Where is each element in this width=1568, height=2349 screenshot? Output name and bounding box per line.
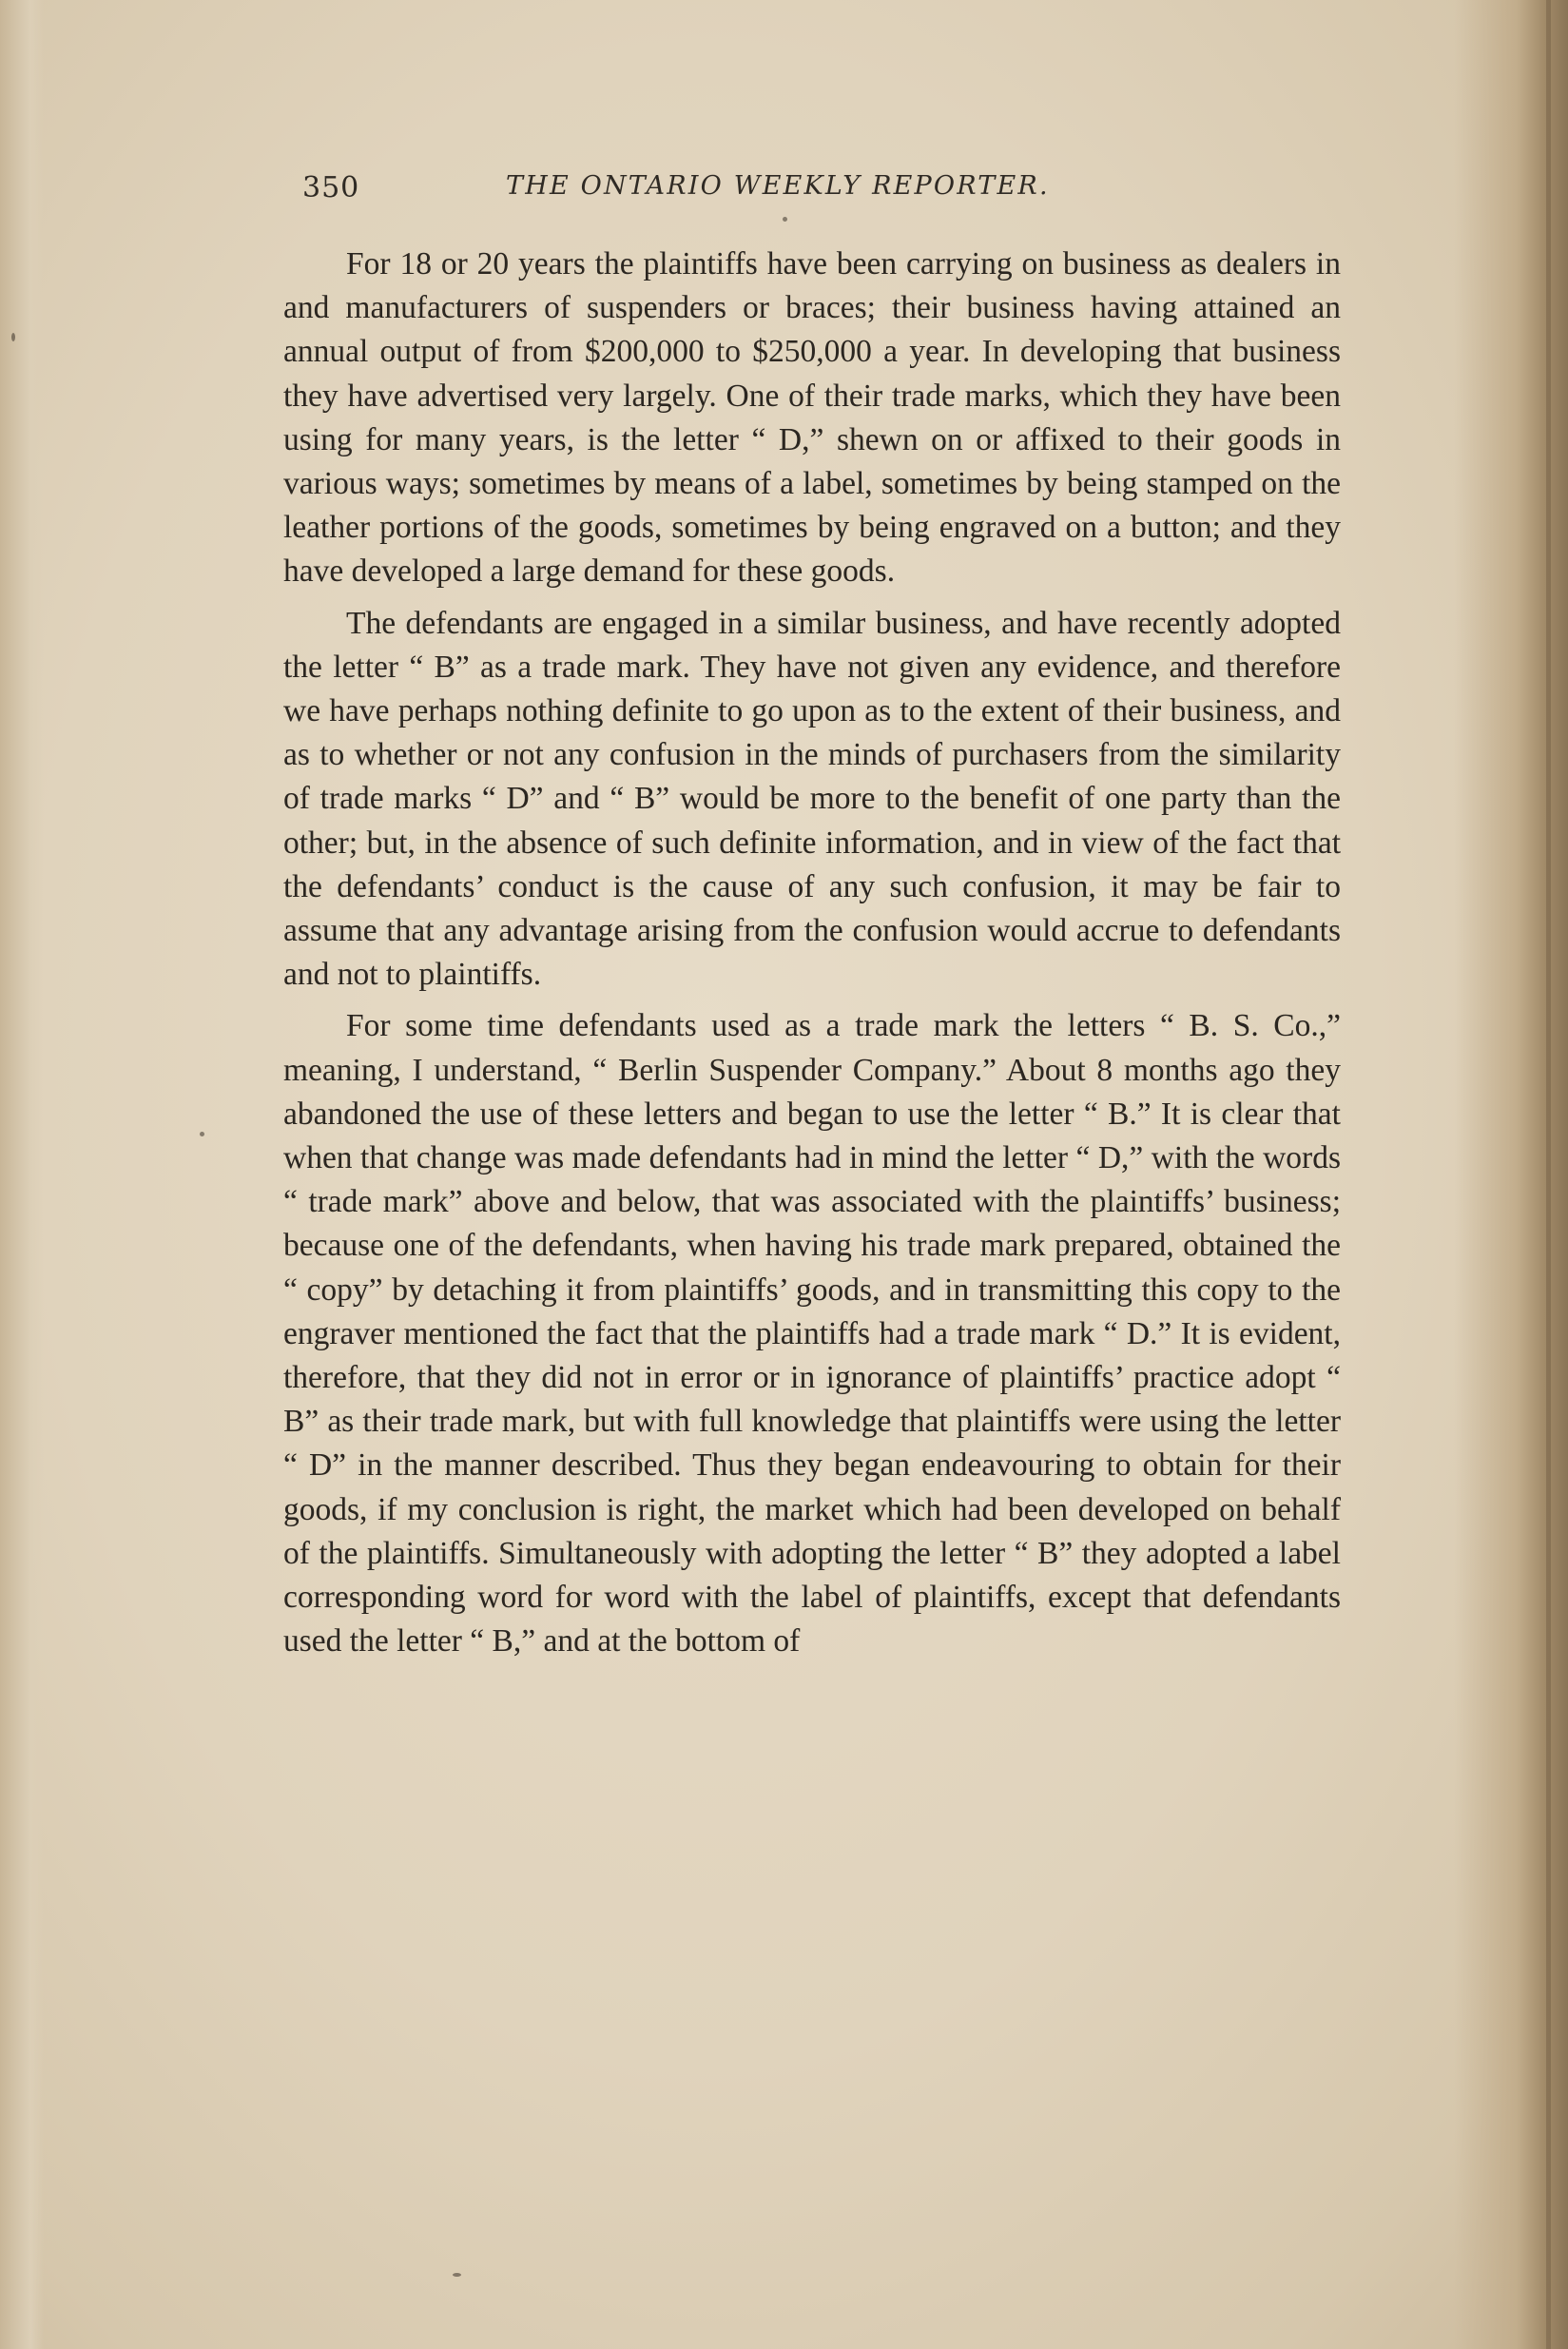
paragraph-defendants-business: The defendants are engaged in a similar business, and have recently adopted the letter “ B” as a trade mark. They have not given any evidence, and therefore we have perhaps nothing definite to go upon as to the extent of their business, and as to whether or not any confusion in the minds of purchasers from the similarity of trade marks “ D” and “ B” would be more to the benefit of one party than the other; but, in the absence of such definite information, and in view of the fact that the defendants’ conduct is the cause of any such confusion, it may be fair to assume that any advantage arising from the confusion would accrue to defendants and not to plaintiffs. (283, 605, 1341, 993)
ink-speck (783, 217, 787, 222)
body-text (283, 243, 1341, 1672)
ink-speck (200, 1132, 204, 1136)
running-head (302, 167, 1339, 215)
page-gutter-shadow (0, 0, 44, 2349)
paragraph-plaintiffs-business: For 18 or 20 years the plaintiffs have been carrying on business as dealers in and manufacturers of suspenders or braces; their business having attained an annual output of from $200,000 to $250,000 a year. In developing that business they have advertised very largely. One of their trade marks, which they have been using for many years, is the letter “ D,” shewn on or affixed to their goods in various ways; sometimes by means of a label, sometimes by being stamped on the leather portions of the goods, sometimes by being engraved on a button; and they have developed a large demand for these goods. (283, 246, 1341, 590)
page-edge-line (1546, 0, 1551, 2349)
paragraph-trade-mark-change: For some time defendants used as a trade mark the letters “ B. S. Co.,” meaning, I understand, “ Berlin Suspender Company.” About 8 months ago they abandoned the use of these letters and began to use the letter “ B.” It is clear that when that change was made defendants had in mind the letter “ D,” with the words “ trade mark” above and below, that was associated with the plaintiffs’ business; because one of the defendants, when having his trade mark prepared, obtained the “ copy” by detaching it from plaintiffs’ goods, and in transmitting this copy to the engraver mentioned the fact that the plaintiffs had a trade mark “ D.” It is evident, therefore, that they did not in error or in ignorance of plaintiffs’ practice adopt “ B” as their trade mark, but with full knowledge that plaintiffs were using the letter “ D” in the manner described. Thus they began endeavouring to obtain for their goods, if my conclusion is right, the market which had been developed on behalf of the plaintiffs. Simultaneously with adopting the letter “ B” they adopted a label corresponding word for word with the label of plaintiffs, except that defendants used the letter “ B,” and at the bottom of (283, 1008, 1341, 1660)
page-number: 350 (302, 171, 360, 204)
journal-title: THE ONTARIO WEEKLY REPORTER. (506, 171, 1050, 201)
ink-speck (11, 333, 15, 341)
page-edge-shadow (1454, 0, 1568, 2349)
ink-speck (453, 2273, 461, 2277)
